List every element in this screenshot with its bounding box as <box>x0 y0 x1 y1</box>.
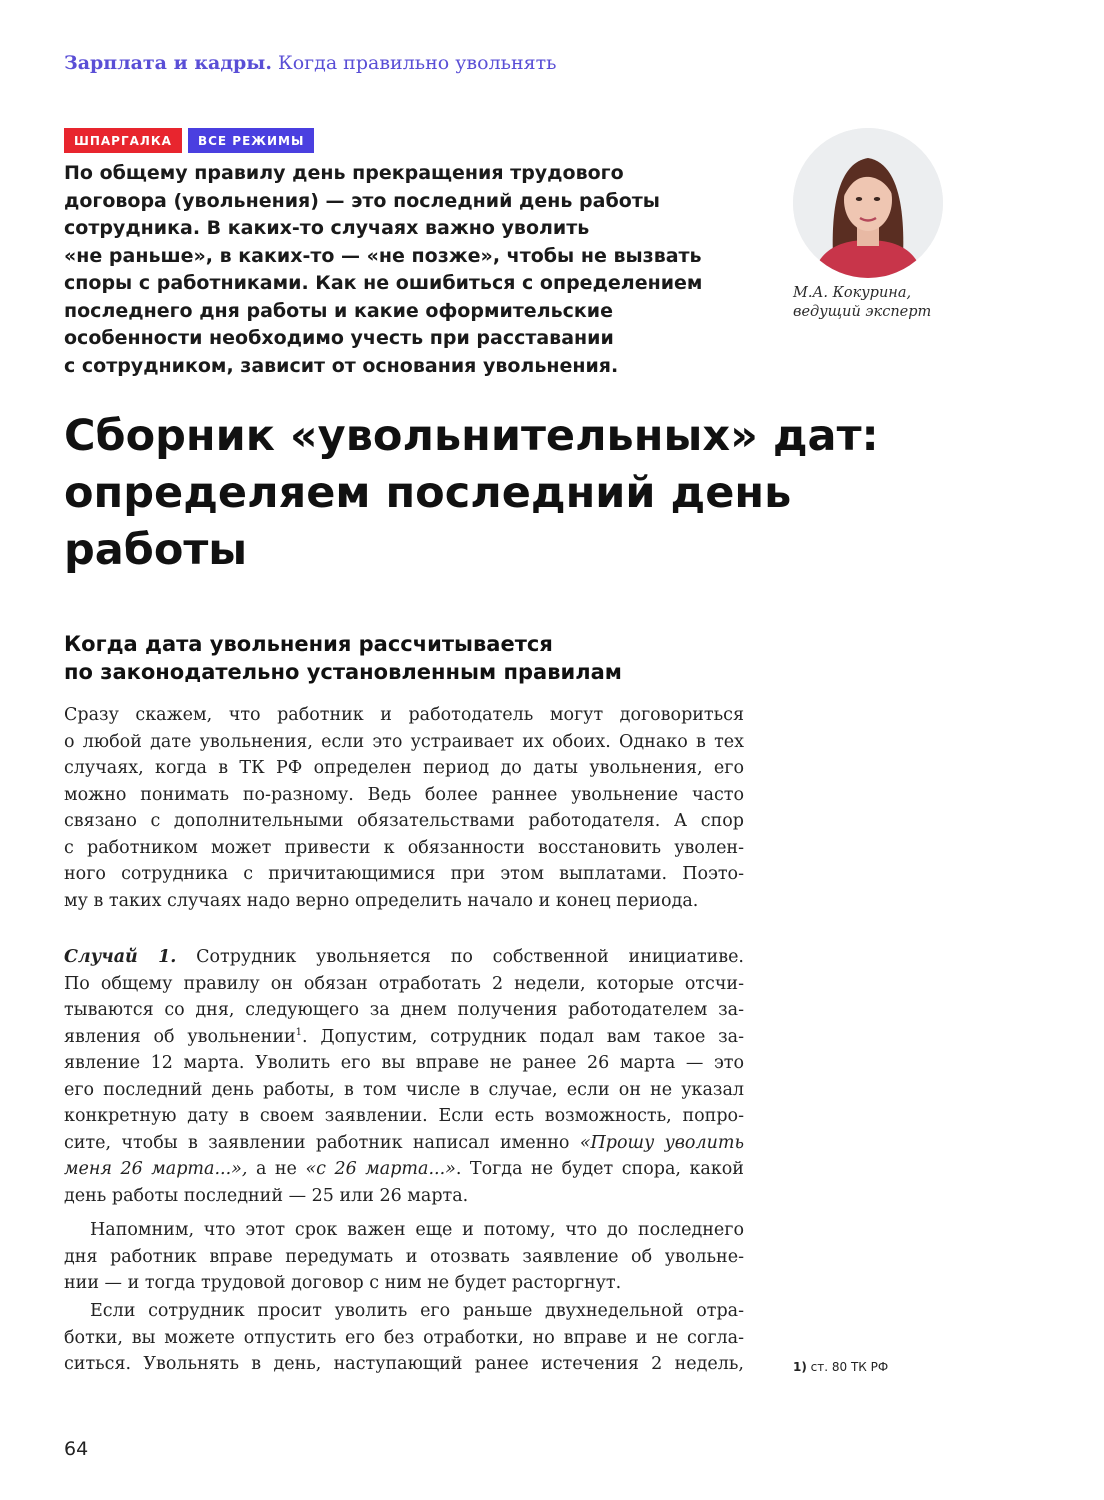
text-line: му в таких случаях надо верно определить начало и конец периода. <box>64 890 699 911</box>
text-line: Случай 1. Сотрудник увольняется по собственной инициативе. <box>64 947 744 967</box>
title-line: Сборник «увольнительных» дат: <box>64 411 879 461</box>
heading-line: Когда дата увольнения рассчитывается <box>64 632 553 656</box>
lead-line: последнего дня работы и какие оформительские <box>64 299 613 322</box>
lead-line: споры с работниками. Как не ошибиться с определением <box>64 272 703 294</box>
text-line: о любой дате увольнения, если это устраивает их обоих. Однако в тех <box>64 731 744 752</box>
footnote-ref: 1 <box>295 1026 303 1038</box>
case-label: Случай 1. <box>64 947 177 967</box>
article-title <box>64 408 1024 579</box>
lead-line: сотрудника. В каких-то случаях важно уволить <box>64 217 590 239</box>
paragraph-intro <box>64 702 744 914</box>
text-line: с работником может привести к обязанности восстановить уволен- <box>64 837 744 858</box>
title-line: работы <box>64 525 248 575</box>
lead-line: особенности необходимо учесть при расставании <box>64 327 614 349</box>
paragraph-reminder <box>64 1217 744 1297</box>
text-line: конкретную дату в своем заявлении. Если есть возможность, попро- <box>64 1106 744 1126</box>
header-topic: Когда правильно увольнять <box>278 52 557 74</box>
text-line: Сразу скажем, что работник и работодатель могут договориться <box>64 705 744 725</box>
header-section: Зарплата и кадры. <box>64 52 272 74</box>
author-photo <box>793 128 943 278</box>
author-caption <box>793 284 931 322</box>
text-line: По общему правилу он обязан отработать 2 недели, которые отсчи- <box>64 973 744 994</box>
text-line: меня 26 марта...», а не «с 26 марта...». Тогда не будет спора, какой <box>64 1159 744 1179</box>
lead-line: договора (увольнения) — это последний день работы <box>64 189 660 212</box>
footnote <box>793 1360 888 1374</box>
tag-row <box>64 128 314 153</box>
author-portrait-image <box>793 128 943 278</box>
text-line: ситься. Увольнять в день, наступающий ранее истечения 2 недель, <box>64 1354 744 1374</box>
text-line: связано с дополнительными обязательствами работодателя. А спор <box>64 811 744 831</box>
text-line: Если сотрудник просит уволить его раньше двухнедельной отра- <box>90 1301 744 1321</box>
author-name: М.А. Кокурина, <box>793 285 912 301</box>
lead-line: «не раньше», в каких-то — «не позже», чтобы не вызвать <box>64 244 702 267</box>
text-line: тываются со дня, следующего за днем получения работодателем за- <box>64 1000 744 1020</box>
text-line: ного сотрудника с причитающимися при этом выплатами. Поэто- <box>64 864 744 884</box>
footnote-number: 1) <box>793 1360 807 1374</box>
text-line: явление 12 марта. Уволить его вы вправе не ранее 26 марта — это <box>64 1053 744 1073</box>
text-line: дня работник вправе передумать и отозвать заявление об увольне- <box>64 1246 744 1267</box>
tag-cheatsheet: ШПАРГАЛКА <box>64 128 182 153</box>
text-line: явления об увольнении$^1$. Допустим, сотрудник подал вам такое за- <box>64 1026 744 1047</box>
heading-line: по законодательно установленным правилам <box>64 660 622 684</box>
lead-paragraph <box>64 160 764 380</box>
running-header <box>64 52 556 74</box>
section-heading <box>64 630 622 686</box>
text-line: Напомним, что этот срок важен еще и потому, что до последнего <box>90 1220 744 1240</box>
text-line: случаях, когда в ТК РФ определен период до даты увольнения, его <box>64 758 744 778</box>
page-number: 64 <box>64 1438 89 1460</box>
footnote-text: ст. 80 ТК РФ <box>810 1360 889 1374</box>
lead-line: с сотрудником, зависит от основания увольнения. <box>64 354 619 377</box>
title-line: определяем последний день <box>64 468 792 518</box>
paragraph-early-dismissal <box>64 1298 744 1378</box>
text-line: сите, чтобы в заявлении работник написал именно «Прошу уволить <box>64 1132 744 1153</box>
author-role: ведущий эксперт <box>793 304 932 320</box>
lead-line: По общему правилу день прекращения трудового <box>64 162 624 184</box>
text-line: нии — и тогда трудовой договор с ним не будет расторгнут. <box>64 1273 622 1293</box>
text-line: его последний день работы, в том числе в случае, если он не указал <box>64 1079 744 1100</box>
paragraph-case-1 <box>64 944 744 1209</box>
text-line: день работы последний — 25 или 26 марта. <box>64 1185 469 1206</box>
tag-all-regimes: ВСЕ РЕЖИМЫ <box>188 128 314 153</box>
text-line: ботки, вы можете отпустить его без отработки, но вправе и не согла- <box>64 1327 744 1348</box>
text-line: можно понимать по-разному. Ведь более раннее увольнение часто <box>64 784 744 805</box>
